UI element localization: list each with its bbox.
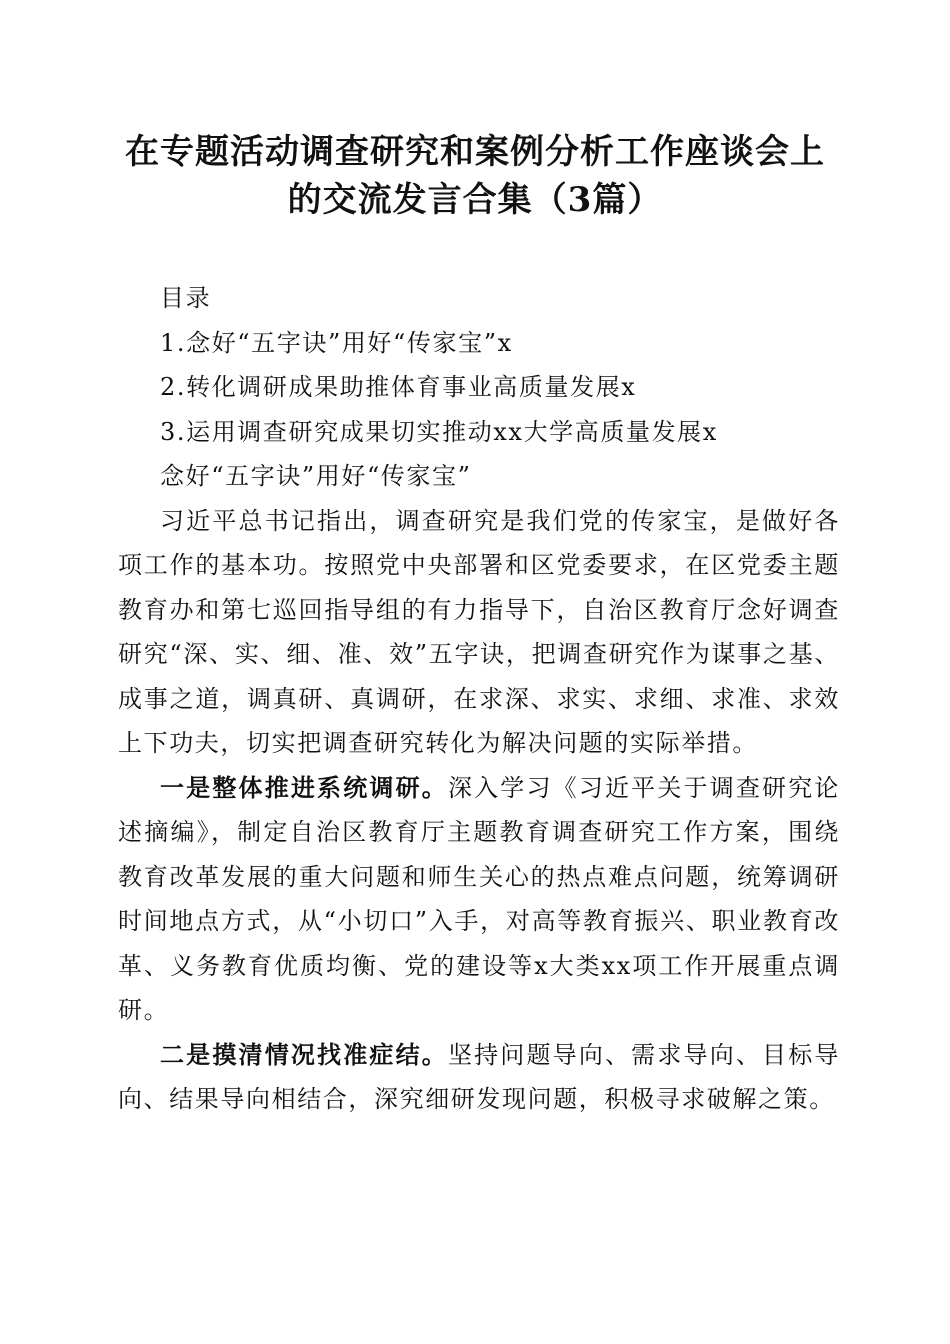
toc-item: 1.念好“五字诀”用好“传家宝”x — [160, 328, 513, 357]
paragraph-point-1 — [118, 766, 840, 1033]
paragraph-text: 习近平总书记指出，调查研究是我们党的传家宝，是做好各项工作的基本功。按照党中央部署和区党委要求，在区党委主题教育办和第七巡回指导组的有力指导下，自治区教育厅念好调查研究“深、实、细、准、效”五字诀，把调查研究作为谋事之基、成事之道，调真研、真调研，在求深、求实、求细、求准、求效上下功夫，切实把调查研究转化为解决问题的实际举措。 — [118, 506, 840, 757]
document-body — [118, 276, 840, 1122]
paragraph-lead: 二是摸清情况找准症结。 — [160, 1039, 448, 1069]
toc-item: 3.运用调查研究成果切实推动xx大学高质量发展x — [160, 417, 718, 446]
document-title — [95, 128, 855, 224]
paragraph-lead: 一是整体推进系统调研。 — [160, 772, 448, 802]
paragraph-text: 坚持问题导向、需求导向、目标导向、结果导向相结合，深究细研发现问题，积极寻求破解之策。 — [118, 1040, 840, 1113]
paragraph-point-2 — [118, 1033, 840, 1122]
section-title: 念好“五字诀”用好“传家宝” — [160, 462, 472, 490]
paragraph-intro — [118, 499, 840, 766]
title-line-1: 在专题活动调查研究和案例分析工作座谈会上 — [125, 132, 825, 172]
paragraph-text: 深入学习《习近平关于调查研究论述摘编》，制定自治区教育厅主题教育调查研究工作方案，围绕教育改革发展的重大问题和师生关心的热点难点问题，统筹调研时间地点方式，从“小切口”入手，对高等教育振兴、职业教育改革、义务教育优质均衡、党的建设等x大类xx项工作开展重点调研。 — [118, 773, 840, 1024]
title-line-2: 的交流发言合集（3篇） — [287, 180, 663, 220]
toc-item: 2.转化调研成果助推体育事业高质量发展x — [160, 373, 637, 401]
toc-heading: 目录 — [160, 284, 212, 312]
